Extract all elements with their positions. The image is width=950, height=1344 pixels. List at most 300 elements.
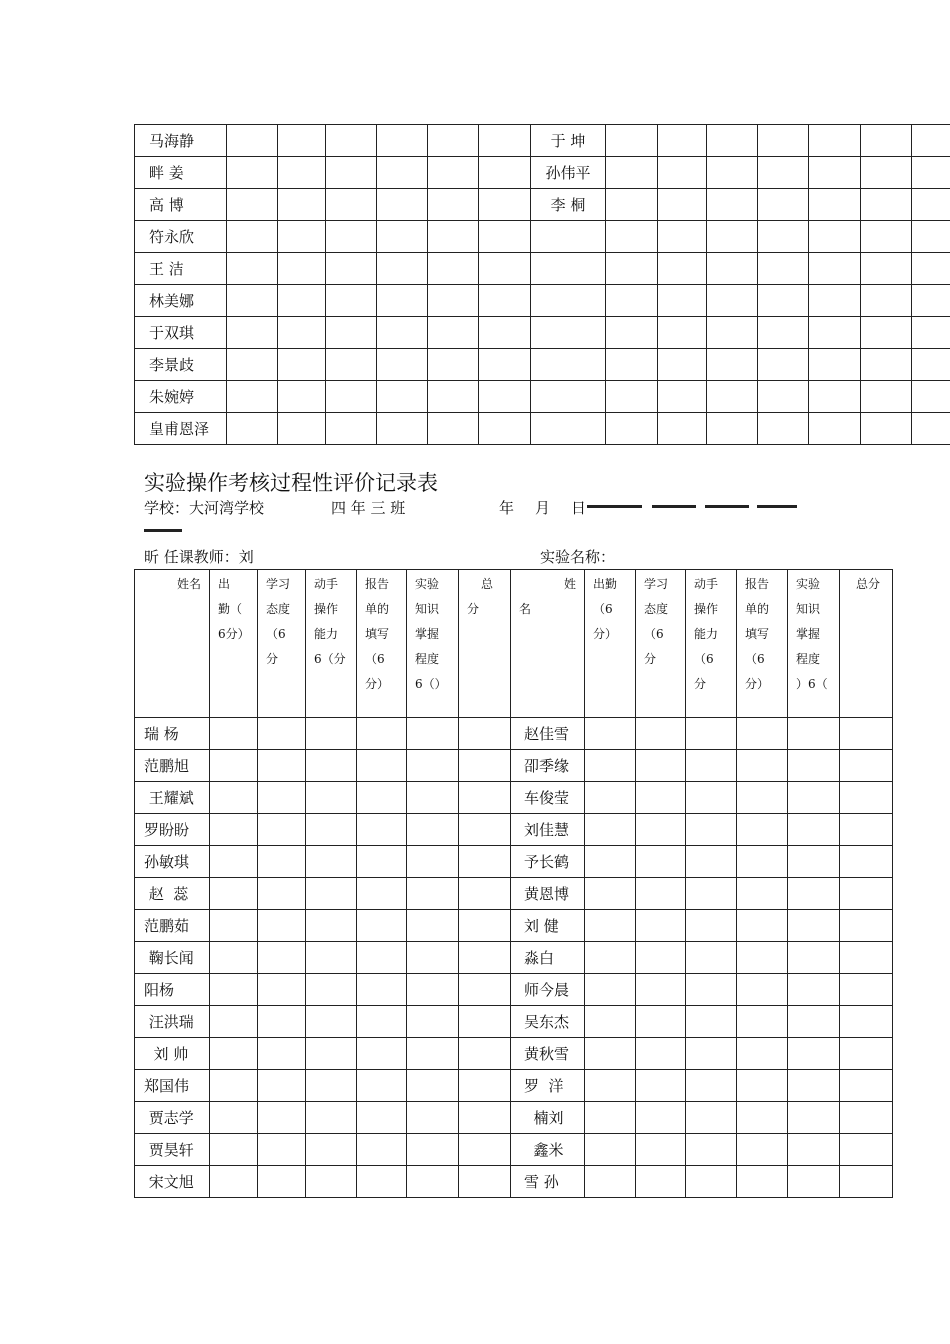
score-cell — [788, 846, 840, 878]
score-cell — [459, 814, 511, 846]
score-cell — [585, 718, 636, 750]
score-cell — [479, 189, 531, 221]
score-cell — [357, 1166, 407, 1198]
score-cell — [210, 782, 258, 814]
column-header-line: （6 分 — [694, 652, 714, 691]
score-cell — [737, 974, 788, 1006]
score-cell — [585, 974, 636, 1006]
score-cell — [377, 253, 428, 285]
score-cell — [861, 317, 912, 349]
score-cell — [737, 1102, 788, 1134]
score-cell — [459, 1038, 511, 1070]
table-row — [135, 782, 893, 814]
student-name-cell — [531, 221, 606, 253]
student-name-cell: 鞠长闻 — [135, 942, 210, 974]
score-cell — [326, 157, 377, 189]
score-cell — [278, 125, 326, 157]
score-cell — [912, 381, 950, 413]
column-header-line: 知识 — [415, 602, 440, 616]
student-name-cell: 卲季缘 — [511, 750, 585, 782]
score-cell — [306, 974, 357, 1006]
score-cell — [278, 317, 326, 349]
score-cell — [326, 381, 377, 413]
score-cell — [258, 718, 306, 750]
table-row — [135, 814, 893, 846]
year-label: 年 — [499, 499, 515, 517]
table-row — [135, 125, 950, 157]
score-cell — [227, 413, 278, 445]
score-cell — [636, 878, 686, 910]
table-row — [135, 221, 950, 253]
score-cell — [407, 1038, 459, 1070]
column-header-line: 总 — [481, 577, 494, 591]
score-cell — [686, 974, 737, 1006]
score-cell — [357, 878, 407, 910]
score-cell — [686, 1038, 737, 1070]
score-cell — [636, 846, 686, 878]
score-cell — [788, 1070, 840, 1102]
student-name-cell: 郑国伟 — [135, 1070, 210, 1102]
score-cell — [840, 1006, 893, 1038]
score-cell — [636, 910, 686, 942]
score-cell — [707, 253, 758, 285]
student-name-cell: 李景歧 — [135, 349, 227, 381]
student-name-cell: 宋文旭 — [135, 1166, 210, 1198]
score-cell — [428, 157, 479, 189]
student-name-cell: 范鹏旭 — [135, 750, 210, 782]
table-row — [135, 974, 893, 1006]
column-header — [306, 570, 357, 718]
score-cell — [861, 253, 912, 285]
column-header-line: 分） — [593, 627, 618, 641]
score-cell — [479, 317, 531, 349]
column-header-line: 单的 — [365, 602, 390, 616]
score-cell — [278, 221, 326, 253]
column-header-line: （6 分 — [644, 627, 664, 666]
score-cell — [357, 910, 407, 942]
score-cell — [636, 1038, 686, 1070]
score-cell — [258, 1070, 306, 1102]
student-name-cell: 师今晨 — [511, 974, 585, 1006]
score-cell — [459, 878, 511, 910]
score-cell — [258, 1038, 306, 1070]
score-cell — [686, 1134, 737, 1166]
column-header-line: 知识 — [796, 602, 821, 616]
score-cell — [636, 718, 686, 750]
column-header-line: （6 — [365, 652, 385, 666]
score-cell — [686, 782, 737, 814]
score-cell — [658, 285, 707, 317]
column-header — [210, 570, 258, 718]
top-score-table — [134, 124, 950, 445]
score-cell — [686, 1166, 737, 1198]
score-cell — [306, 1134, 357, 1166]
score-cell — [707, 189, 758, 221]
student-name-cell: 于双琪 — [135, 317, 227, 349]
score-cell — [479, 253, 531, 285]
score-cell — [707, 349, 758, 381]
score-cell — [788, 782, 840, 814]
student-name-cell: 赵佳雪 — [511, 718, 585, 750]
score-cell — [326, 413, 377, 445]
score-cell — [658, 253, 707, 285]
score-cell — [912, 125, 950, 157]
score-cell — [377, 221, 428, 253]
score-cell — [788, 942, 840, 974]
score-cell — [636, 1070, 686, 1102]
score-cell — [737, 910, 788, 942]
column-header-line: 分 — [467, 602, 480, 616]
student-name-cell: 刘佳慧 — [511, 814, 585, 846]
table-row — [135, 317, 950, 349]
score-cell — [459, 974, 511, 1006]
student-name-cell: 淼白 — [511, 942, 585, 974]
score-cell — [707, 381, 758, 413]
score-cell — [479, 125, 531, 157]
score-cell — [227, 253, 278, 285]
score-cell — [326, 317, 377, 349]
score-cell — [459, 1006, 511, 1038]
column-header — [459, 570, 511, 718]
score-cell — [840, 1038, 893, 1070]
column-header — [737, 570, 788, 718]
score-cell — [357, 974, 407, 1006]
score-cell — [479, 221, 531, 253]
score-cell — [585, 782, 636, 814]
score-cell — [306, 718, 357, 750]
score-cell — [428, 221, 479, 253]
column-header-line: 姓 — [563, 577, 576, 591]
table-row — [135, 157, 950, 189]
student-name-cell: 汪洪瑞 — [135, 1006, 210, 1038]
score-cell — [737, 1070, 788, 1102]
score-cell — [758, 317, 809, 349]
score-cell — [606, 157, 658, 189]
student-name-cell: 罗盼盼 — [135, 814, 210, 846]
score-cell — [278, 349, 326, 381]
score-cell — [758, 413, 809, 445]
score-cell — [407, 1166, 459, 1198]
score-cell — [606, 413, 658, 445]
score-cell — [636, 782, 686, 814]
score-cell — [357, 782, 407, 814]
score-cell — [407, 1070, 459, 1102]
score-cell — [585, 750, 636, 782]
score-cell — [707, 413, 758, 445]
score-cell — [210, 974, 258, 1006]
score-cell — [459, 1134, 511, 1166]
score-cell — [686, 1102, 737, 1134]
evaluation-table — [134, 569, 893, 1198]
score-cell — [326, 221, 377, 253]
student-name-cell: 罗 洋 — [511, 1070, 585, 1102]
score-cell — [606, 253, 658, 285]
table-row — [135, 413, 950, 445]
column-header-line: 能力 — [694, 627, 719, 641]
score-cell — [407, 878, 459, 910]
score-cell — [306, 1006, 357, 1038]
student-name-cell: 孙敏琪 — [135, 846, 210, 878]
score-cell — [210, 878, 258, 910]
score-cell — [428, 285, 479, 317]
score-cell — [377, 349, 428, 381]
score-cell — [606, 381, 658, 413]
score-cell — [912, 413, 950, 445]
score-cell — [357, 1070, 407, 1102]
table-row — [135, 878, 893, 910]
score-cell — [912, 253, 950, 285]
score-cell — [459, 750, 511, 782]
score-cell — [227, 317, 278, 349]
score-cell — [258, 1134, 306, 1166]
column-header-line: ）6（ — [796, 677, 828, 691]
column-header-line: 程度 — [796, 652, 821, 666]
score-cell — [357, 1006, 407, 1038]
score-cell — [606, 189, 658, 221]
score-cell — [479, 157, 531, 189]
score-cell — [861, 125, 912, 157]
score-cell — [585, 1006, 636, 1038]
score-cell — [227, 189, 278, 221]
column-header — [686, 570, 737, 718]
score-cell — [788, 1134, 840, 1166]
score-cell — [459, 1102, 511, 1134]
score-cell — [737, 1038, 788, 1070]
table-row — [135, 189, 950, 221]
score-cell — [407, 718, 459, 750]
score-cell — [658, 221, 707, 253]
student-name-cell: 林美娜 — [135, 285, 227, 317]
score-cell — [788, 718, 840, 750]
column-header-line: 实验 — [796, 577, 821, 591]
student-name-cell: 予长鹤 — [511, 846, 585, 878]
column-header-line: 分） — [745, 677, 770, 691]
student-name-cell — [531, 285, 606, 317]
score-cell — [306, 1038, 357, 1070]
column-header-line: 总分 — [856, 577, 881, 591]
score-cell — [479, 285, 531, 317]
score-cell — [227, 125, 278, 157]
score-cell — [585, 1102, 636, 1134]
column-header-line: 6分） — [218, 627, 250, 641]
score-cell — [258, 1102, 306, 1134]
column-header-line: 6（） — [415, 677, 447, 691]
experiment-name-label: 实验名称： — [540, 548, 616, 566]
column-header-line: 态度 — [266, 602, 291, 616]
score-cell — [788, 878, 840, 910]
score-cell — [227, 221, 278, 253]
score-cell — [479, 413, 531, 445]
score-cell — [278, 189, 326, 221]
score-cell — [428, 125, 479, 157]
table-row — [135, 846, 893, 878]
score-cell — [258, 910, 306, 942]
column-header-line: 学习 — [266, 577, 291, 591]
score-cell — [861, 221, 912, 253]
student-name-cell — [531, 413, 606, 445]
score-cell — [840, 1070, 893, 1102]
score-cell — [357, 1102, 407, 1134]
score-cell — [788, 1102, 840, 1134]
score-cell — [210, 1134, 258, 1166]
table-row — [135, 1070, 893, 1102]
score-cell — [258, 1166, 306, 1198]
student-name-cell — [531, 317, 606, 349]
column-header — [840, 570, 893, 718]
score-cell — [686, 910, 737, 942]
score-cell — [306, 846, 357, 878]
score-cell — [210, 910, 258, 942]
student-name-cell: 贾昊轩 — [135, 1134, 210, 1166]
date-underline — [652, 505, 696, 508]
score-cell — [861, 381, 912, 413]
score-cell — [737, 1134, 788, 1166]
column-header-line: （6 — [745, 652, 765, 666]
table-row — [135, 1134, 893, 1166]
score-cell — [407, 1006, 459, 1038]
student-name-cell: 吴东杰 — [511, 1006, 585, 1038]
score-cell — [912, 189, 950, 221]
score-cell — [686, 1006, 737, 1038]
score-cell — [357, 750, 407, 782]
date-underline — [587, 505, 642, 508]
column-header-line: 6（分 — [314, 652, 346, 666]
score-cell — [459, 1166, 511, 1198]
score-cell — [306, 878, 357, 910]
score-cell — [428, 413, 479, 445]
score-cell — [377, 157, 428, 189]
column-header — [788, 570, 840, 718]
student-name-cell: 瑞 杨 — [135, 718, 210, 750]
table-row — [135, 718, 893, 750]
score-cell — [788, 1038, 840, 1070]
student-name-cell: 畔 姜 — [135, 157, 227, 189]
score-cell — [606, 349, 658, 381]
column-header-line: 掌握 — [415, 627, 440, 641]
score-cell — [758, 285, 809, 317]
score-cell — [809, 381, 861, 413]
student-name-cell: 王耀斌 — [135, 782, 210, 814]
student-name-cell — [531, 253, 606, 285]
column-header-line: 操作 — [314, 602, 339, 616]
score-cell — [686, 1070, 737, 1102]
score-cell — [861, 285, 912, 317]
column-header-line: 填写 — [365, 627, 390, 641]
score-cell — [258, 1006, 306, 1038]
score-cell — [306, 910, 357, 942]
score-cell — [278, 285, 326, 317]
header-row — [135, 570, 893, 718]
date-underline — [144, 529, 182, 532]
score-cell — [737, 942, 788, 974]
school-label: 学校：大河湾学校 — [144, 499, 265, 517]
student-name-cell: 阳杨 — [135, 974, 210, 1006]
score-cell — [809, 189, 861, 221]
score-cell — [459, 910, 511, 942]
score-cell — [840, 1134, 893, 1166]
score-cell — [840, 910, 893, 942]
score-cell — [840, 846, 893, 878]
score-cell — [326, 125, 377, 157]
score-cell — [658, 381, 707, 413]
score-cell — [636, 1006, 686, 1038]
score-cell — [840, 750, 893, 782]
score-cell — [278, 157, 326, 189]
score-cell — [606, 317, 658, 349]
column-header-line: 填写 — [745, 627, 770, 641]
score-cell — [636, 1134, 686, 1166]
score-cell — [585, 910, 636, 942]
score-cell — [306, 782, 357, 814]
score-cell — [758, 221, 809, 253]
table-row — [135, 942, 893, 974]
score-cell — [658, 125, 707, 157]
score-cell — [407, 846, 459, 878]
table-row — [135, 1038, 893, 1070]
column-header-line: 学习 — [644, 577, 669, 591]
score-cell — [809, 253, 861, 285]
score-cell — [658, 413, 707, 445]
score-cell — [658, 317, 707, 349]
score-cell — [407, 974, 459, 1006]
score-cell — [788, 1006, 840, 1038]
score-cell — [861, 157, 912, 189]
score-cell — [809, 221, 861, 253]
column-header — [357, 570, 407, 718]
table-row — [135, 1166, 893, 1198]
score-cell — [809, 349, 861, 381]
score-cell — [636, 750, 686, 782]
score-cell — [377, 413, 428, 445]
column-header-line: 态度 — [644, 602, 669, 616]
score-cell — [227, 349, 278, 381]
score-cell — [840, 878, 893, 910]
score-cell — [758, 253, 809, 285]
score-cell — [357, 1038, 407, 1070]
score-cell — [707, 157, 758, 189]
date-underline — [705, 505, 749, 508]
score-cell — [585, 942, 636, 974]
score-cell — [479, 381, 531, 413]
score-cell — [357, 1134, 407, 1166]
score-cell — [606, 285, 658, 317]
student-name-cell: 皇甫恩泽 — [135, 413, 227, 445]
score-cell — [428, 349, 479, 381]
score-cell — [840, 814, 893, 846]
score-cell — [707, 285, 758, 317]
score-cell — [758, 125, 809, 157]
table-row — [135, 285, 950, 317]
score-cell — [306, 814, 357, 846]
student-name-cell: 李 桐 — [531, 189, 606, 221]
score-cell — [210, 1070, 258, 1102]
column-header-line: （6 — [593, 602, 613, 616]
score-cell — [912, 349, 950, 381]
score-cell — [809, 413, 861, 445]
column-header-line: （6分 — [266, 627, 286, 666]
column-header-line: 操作 — [694, 602, 719, 616]
score-cell — [227, 157, 278, 189]
score-cell — [210, 750, 258, 782]
student-name-cell: 黄秋雪 — [511, 1038, 585, 1070]
column-header-line: 动手 — [694, 577, 719, 591]
score-cell — [658, 157, 707, 189]
score-cell — [407, 1102, 459, 1134]
score-cell — [210, 814, 258, 846]
column-header-line: 出勤 — [593, 577, 618, 591]
score-cell — [758, 189, 809, 221]
score-cell — [707, 125, 758, 157]
